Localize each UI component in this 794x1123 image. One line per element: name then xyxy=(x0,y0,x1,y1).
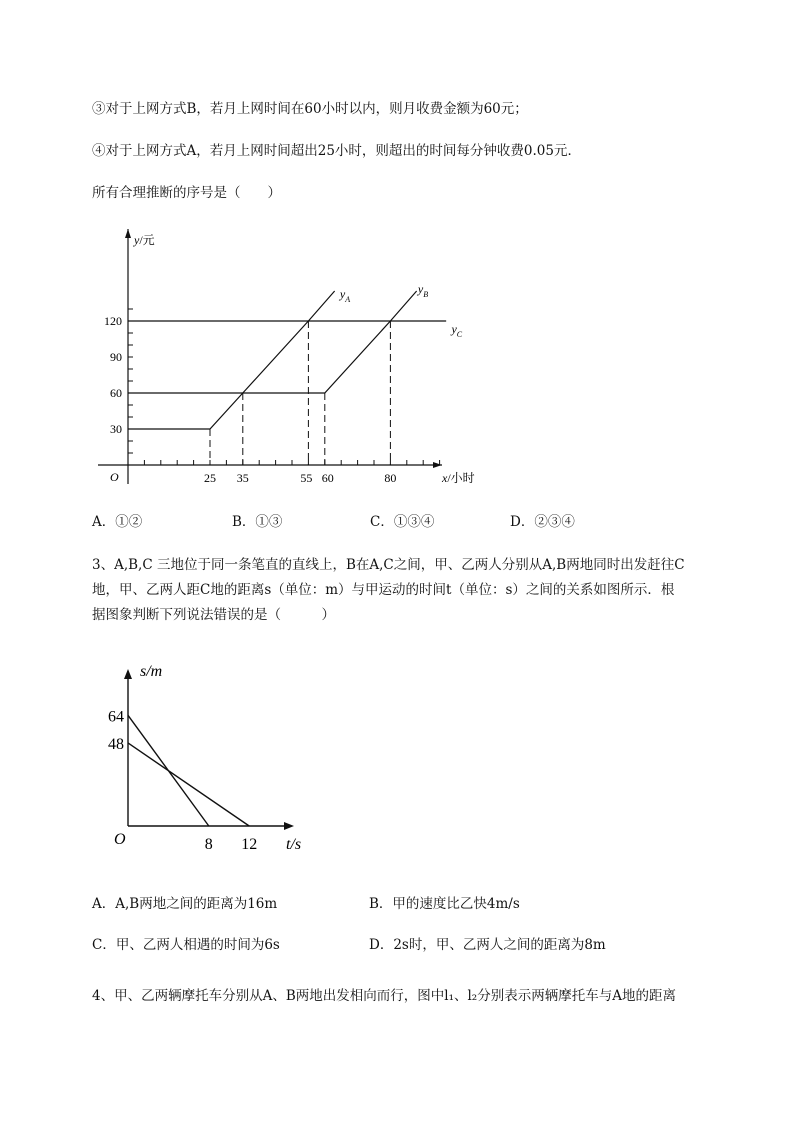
series-label-yC: $y_C$ xyxy=(451,322,463,339)
q3-option-d[interactable]: D．2s时，甲、乙两人之间的距离为8m xyxy=(369,937,606,953)
series-line-yB xyxy=(128,291,417,393)
q2-option-c[interactable]: C．①③④ xyxy=(370,514,435,530)
x-tick-label: 8 xyxy=(204,836,213,853)
q2-option-b[interactable]: B．①③ xyxy=(232,514,283,530)
chart2-series xyxy=(128,715,249,826)
series-label-yB: $y_B$ xyxy=(417,282,429,299)
q3-option-b[interactable]: B．甲的速度比乙快4m/s xyxy=(369,896,520,912)
origin-label: O xyxy=(114,831,126,848)
x-tick-label: 80 xyxy=(384,471,397,485)
chart-distance-time xyxy=(98,656,318,856)
series-line-yA xyxy=(128,291,335,429)
x-axis-label: t/s xyxy=(286,836,302,853)
series-line-乙 xyxy=(128,743,249,826)
series-label-yA: $y_A$ xyxy=(339,286,351,304)
statement-3: ③对于上网方式B，若月上网时间在60小时以内，则月收费金额为60元； xyxy=(92,101,528,117)
x-axis-arrow xyxy=(433,462,442,468)
y-axis-arrow xyxy=(124,669,132,679)
q3-stem-line2: 地，甲、乙两人距C地的距离s（单位：m）与甲运动的时间t（单位：s）之间的关系如图所示．根 xyxy=(92,582,675,598)
origin-label: O xyxy=(110,470,119,484)
q2-option-a[interactable]: A．①② xyxy=(92,514,143,530)
y-tick-label: 60 xyxy=(110,386,122,400)
x-axis-label: x/小时 xyxy=(442,471,475,485)
q2-prompt: 所有合理推断的序号是（ ） xyxy=(92,185,281,201)
x-tick-label: 12 xyxy=(241,836,258,853)
chart1-series xyxy=(128,291,446,429)
q4-stem-line1: 4、甲、乙两辆摩托车分别从A、B两地出发相向而行，图中l₁、l₂分别表示两辆摩托车与A地的距离 xyxy=(92,988,676,1004)
y-tick-label: 48 xyxy=(108,735,124,753)
chart-internet-fees xyxy=(90,222,510,494)
x-tick-label: 35 xyxy=(236,471,249,485)
y-tick-label: 120 xyxy=(104,314,122,328)
y-axis-arrow xyxy=(125,229,131,238)
y-tick-label: 30 xyxy=(110,422,122,436)
chart2-axes xyxy=(124,669,294,830)
q3-option-a[interactable]: A．A,B两地之间的距离为16m xyxy=(92,896,278,912)
x-tick-label: 25 xyxy=(204,471,216,485)
q3-stem-line3: 据图象判断下列说法错误的是（ ） xyxy=(92,607,335,623)
x-axis-arrow xyxy=(284,822,294,830)
statement-4: ④对于上网方式A，若月上网时间超出25小时，则超出的时间每分钟收费0.05元． xyxy=(92,143,581,159)
q3-option-c[interactable]: C．甲、乙两人相遇的时间为6s xyxy=(92,937,280,953)
y-axis-label: y/元 xyxy=(134,233,155,247)
q2-option-d[interactable]: D．②③④ xyxy=(510,514,575,530)
chart1-labels xyxy=(104,233,475,485)
y-axis-label: s/m xyxy=(140,663,163,680)
q3-stem-line1: 3、A,B,C 三地位于同一条笔直的直线上，B在A,C之间，甲、乙两人分别从A,B两地同时出发赶往C xyxy=(92,557,685,573)
y-tick-label: 64 xyxy=(108,708,124,726)
x-tick-label: 60 xyxy=(321,471,334,485)
y-tick-label: 90 xyxy=(110,350,122,364)
chart2-labels xyxy=(108,663,301,853)
x-tick-label: 55 xyxy=(300,471,313,485)
